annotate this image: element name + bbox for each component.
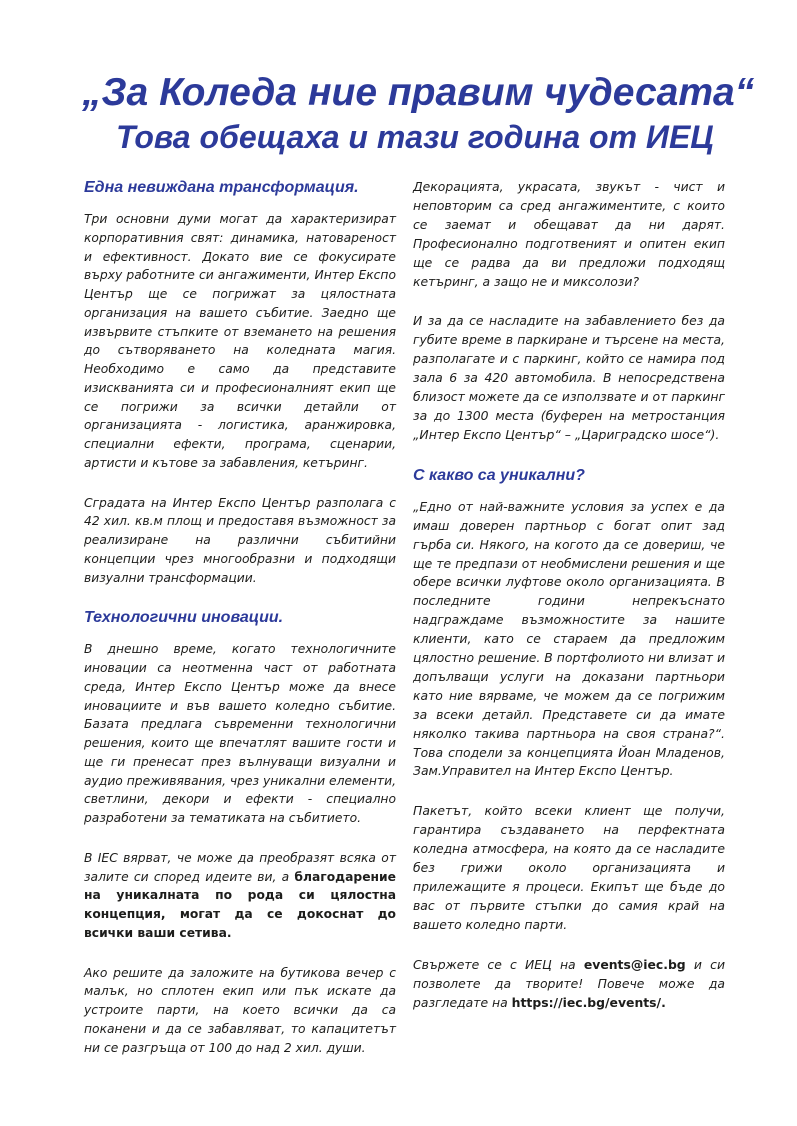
paragraph-corporate-world: Три основни думи могат да характеризират корпоративния свят: динамика, натовареност и ефективност. Докато вие се фокусирате върху работните си ангажименти, Интер Експо Център ще се погрижат за цялостната организация на вашето събитие. Заедно ще извървите стъпките от вземането на решения до сътворяването на коледната магия. Необходимо е само да представите изискванията си и професионалният екип ще се погрижи за всички детайли от организацията - логистика, аранжировка, специални ефекти, програма, сценарии, артисти и кътове за забавления, кетъринг.: [84, 212, 396, 470]
events-url-link[interactable]: https://iec.bg/events/.: [511, 994, 666, 1010]
contact-text-a: Свържете се с ИЕЦ на: [413, 956, 584, 972]
paragraph-capacity: Ако решите да заложите на бутикова вечер с малък, но сплотен екип или пък искате да устроите парти, на което всички да са поканени и да се забавляват, то капацитетът ни се разгръща от 100 до над 2 хил. души.: [84, 965, 396, 1055]
paragraph-concept-text: В IEC вярват, че може да преобразят всяка от залите си според идеите ви, а: [84, 850, 396, 884]
paragraph-concept: [84, 849, 396, 943]
paragraph-contact: [413, 956, 725, 1013]
paragraph-concept-bold: благодарение на уникалната по рода си цялостна концепция, могат да се докоснат до всички ваши сетива.: [84, 869, 396, 940]
paragraph-parking: И за да се насладите на забавлението без да губите време в паркиране и търсене на места, разполагате и с паркинг, който се намира под зала 6 за 420 автомобила. В непосредствена близост можете да се използвате и от паркинг за до 1300 места (буферен на метростанция „Интер Експо Център“ – „Цариградско шосе“).: [413, 313, 725, 442]
paragraph-decoration: Декорацията, украсата, звукът - чист и неповторим са сред ангажиментите, с които се заемат и обещават да ни дарят. Професионално подготвеният и опитен екип ще се радва да ви предложи подходящ кетъринг, а защо не и миксолози?: [413, 179, 725, 289]
contact-email-link[interactable]: events@iec.bg: [583, 956, 686, 972]
left-column: [84, 178, 396, 1078]
section-heading-transformation: Една невиждана трансформация.: [84, 179, 359, 196]
section-heading-technology: Технологични иновации.: [84, 609, 284, 627]
article-subtitle: Това обещаха и тази година от ИЕЦ: [116, 119, 714, 155]
right-column: [413, 178, 725, 1033]
paragraph-package: Пакетът, който всеки клиент ще получи, гарантира създаването на перфектната коледна атмосфера, на която да се насладите без грижи около организацията и прилежащите я процеси. Екипът ще бъде до вас от първите стъпки до самия край на вашето коледно парти.: [413, 803, 725, 932]
paragraph-quote: „Едно от най-важните условия за успех е да имаш доверен партньор с богат опит зад гърба си. Някого, на когото да се довериш, че ще те предпази от необмислени решения и ще обере всички луфтове около организацията. В последните години непрекъснато надграждаме възможностите за нашите клиенти, като се стараем да предложим цялостно решение. В портфолиото ни влизат и допълващи услуги на доказани партньори като ние вярваме, че можем да се погрижим за всеки детайл. Представете си да имате няколко такива партньора на своя страна?“. Това сподели за концепцията Йоан Младенов, Зам.Управител на Интер Експо Център.: [413, 498, 725, 779]
paragraph-building: Сградата на Интер Експо Център разполага с 42 хил. кв.м площ и предоставя възможност за реализиране на различни събитийни концепции чрез многообразни и подходящи визуални трансформации.: [84, 495, 396, 585]
contact-text-b: и си позволете да творите! Повече може да разгледате на: [413, 956, 725, 1010]
section-heading-unique: С какво са уникални?: [413, 466, 585, 484]
paragraph-technology: В днешно време, когато технологичните иновации са неотменна част от работната среда, Интер Експо Център може да внесе иновациите и във вашето коледно събитие. Базата предлага съвременни технологични решения, които ще впечатлят вашите гости и ще ги пренесат през вълнуващи визуални и аудио преживявания, чрез уникални елементи, светлини, декори и ефекти - специално разработени за тематиката на събитието.: [84, 642, 396, 825]
article-title: „За Коледа ние правим чудесата“: [82, 71, 755, 114]
